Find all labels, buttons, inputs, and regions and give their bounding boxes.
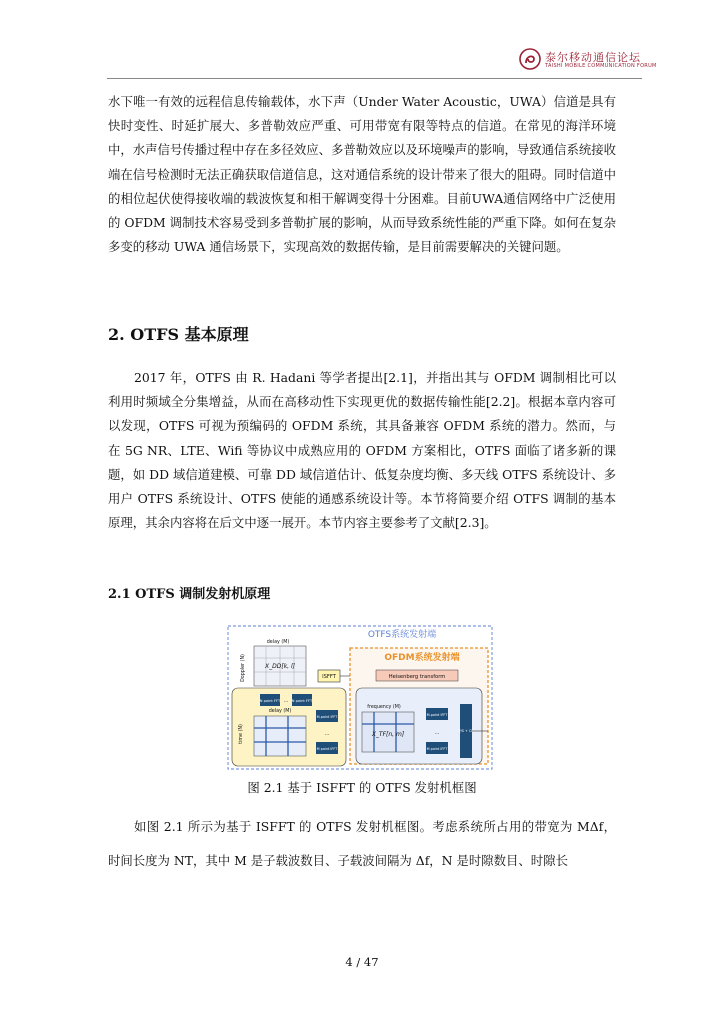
paragraph-figure-description: 如图 2.1 所示为基于 ISFFT 的 OTFS 发射机框图。考虑系统所占用的带宽为 MΔf，时间长度为 NT，其中 M 是子载波数目、子载波间隔为 Δf，N 是时隙数目、时隙长 xyxy=(108,819,616,868)
m-point-ifft-label-2: M point IFFT xyxy=(316,747,338,751)
header-rule xyxy=(107,78,642,79)
paragraph-otfs-history: 2017 年，OTFS 由 R. Hadani 等学者提出[2.1]，并指出其与 OFDM 调制相比可以利用时频域全分集增益，从而在高移动性下实现更优的数据传输性能[2.2]。根据本章内容可以发现，OTFS 可视为预编码的 OFDM 系统，其具备兼容 OFDM 系统的潜力。然而，与在 5G NR、LTE、Wifi 等协议中成熟应用的 OFDM 方案相比，OTFS 面临了诸多新的课题，如 DD 域信道建模、可靠 DD 域信道估计、低复杂度均衡、多天线 OTFS 系统设计、多用户 OTFS 系统设计、OTFS 使能的通感系统设计等。本节将简要介绍 OTFS 调制的基本原理，其余内容将在后文中逐一展开。本节内容主要参考了文献[2.3]。 xyxy=(108,370,616,531)
time-delay-grid xyxy=(254,716,306,756)
ellipsis-2: ... xyxy=(324,731,330,737)
section-heading: 2. OTFS 基本原理 xyxy=(108,325,249,344)
logo-chinese-name: 泰尔移动通信论坛 xyxy=(545,51,641,64)
subsection-heading: 2.1 OTFS 调制发射机原理 xyxy=(108,587,271,602)
isfft-label: ISFFT xyxy=(322,674,336,680)
n-point-fft-label-2: N point FFT xyxy=(291,699,313,703)
m-point-ifft-label-3: M-point IFFT xyxy=(426,713,448,717)
forum-logo-icon xyxy=(519,48,541,70)
paragraph-uwa-intro: 水下唯一有效的远程信息传输载体，水下声（Under Water Acoustic，UWA）信道是具有快时变性、时延扩展大、多普勒效应严重、可用带宽有限等特点的信道。在常见的海洋环境中，水声信号传播过程中存在多径效应、多普勒效应以及环境噪声的影响，导致通信系统接收端在信号检测时无法正确获取信道信息，这对通信系统的设计带来了很大的阻碍。同时信道中的相位起伏使得接收端的载波恢复和相干解调变得十分困难。目前UWA通信网络中广泛使用的 OFDM 调制技术容易受到多普勒扩展的影响，从而导致系统性能的严重下降。如何在复杂多变的移动 UWA 通信场景下，实现高效的数据传输，是目前需要解决的关键问题。 xyxy=(108,94,617,255)
xdd-label: X_DD[k, l] xyxy=(265,663,295,670)
doppler-axis: Doppler (N) xyxy=(241,654,246,682)
logo-english-name: TAISHI MOBILE COMMUNICATION FORUM xyxy=(545,63,657,69)
time-axis: time (N) xyxy=(239,724,244,744)
heisenberg-label: Heisenberg transform xyxy=(388,674,446,680)
page-number: 4 / 47 xyxy=(345,955,379,969)
m-point-ifft-label-4: M point IFFT xyxy=(426,747,448,751)
otfs-transmitter-title: OTFS系统发射端 xyxy=(367,630,437,640)
frequency-axis: frequency (M) xyxy=(367,705,401,710)
ellipsis-1: ... xyxy=(283,698,289,704)
ellipsis-3: ... xyxy=(434,730,440,736)
xtf-label: X_TF[n, m] xyxy=(371,731,405,738)
otfs-transmitter-diagram xyxy=(226,624,494,772)
ofdm-transmitter-title: OFDM系统发射端 xyxy=(384,653,460,663)
ps-cp-label: P/S + CP xyxy=(458,729,474,733)
figure-caption: 图 2.1 基于 ISFFT 的 OTFS 发射机框图 xyxy=(247,780,477,795)
delay-axis-mid: delay (M) xyxy=(268,709,292,714)
delay-axis-top: delay (M) xyxy=(266,640,290,645)
n-point-fft-label-1: N point FFT xyxy=(259,699,281,703)
m-point-ifft-label-1: M-point IFFT xyxy=(316,715,338,719)
forum-logo xyxy=(519,48,657,72)
